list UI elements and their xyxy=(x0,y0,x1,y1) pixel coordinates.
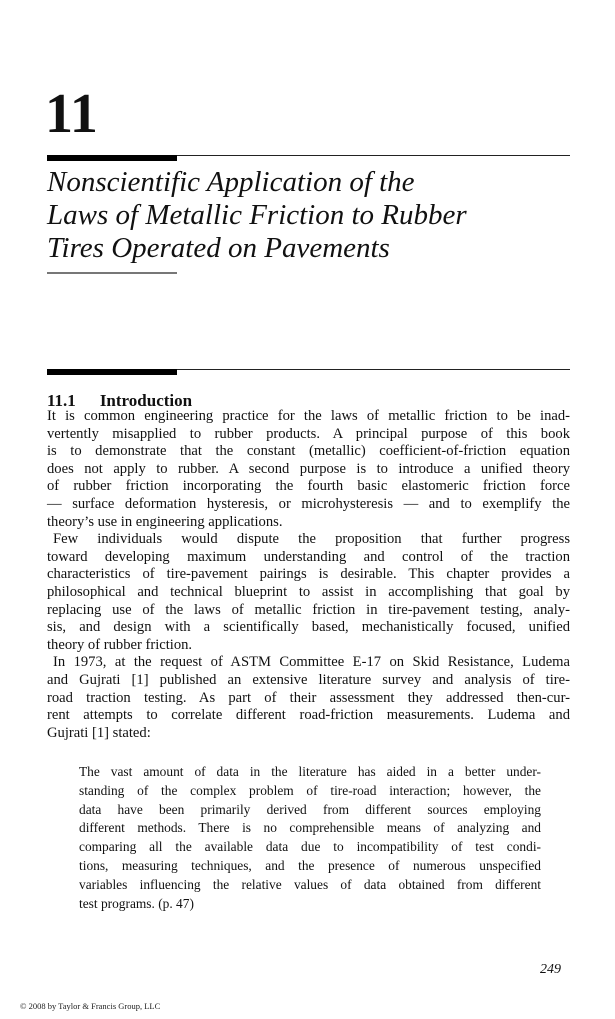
block-quote xyxy=(79,763,541,913)
body-line: It is common engineering practice for the laws of metallic friction to be inad- xyxy=(47,408,570,424)
body-line: road traction testing. As part of their assessment they addressed then-cur- xyxy=(47,689,570,706)
page-number: 249 xyxy=(540,962,561,977)
body-line: is to demonstrate that the constant (metallic) coefficient-of-friction equation xyxy=(47,443,570,460)
quote-line: data have been primarily derived from different sources employing xyxy=(79,801,541,817)
body-line: of rubber friction incorporating the fourth basic elastomeric friction force xyxy=(47,478,570,495)
body-line: philosophical and technical blueprint to assist in accomplishing that goal by xyxy=(47,583,570,600)
chapter-title-line: Nonscientific Application of the xyxy=(47,166,415,198)
body-line: vertently misapplied to rubber products. A principal purpose of this book xyxy=(47,425,570,442)
body-line: Gujrati [1] stated: xyxy=(47,724,151,741)
quote-line: different methods. There is no comprehensible means of analyzing and xyxy=(79,820,541,836)
quote-line: The vast amount of data in the literature has aided in a better under- xyxy=(79,764,541,779)
quote-line: tions, measuring techniques, and the presence of numerous unspecified xyxy=(79,857,541,873)
quote-line: standing of the complex problem of tire-road interaction; however, the xyxy=(79,782,541,798)
chapter-rule-thick xyxy=(47,155,177,161)
quote-line: variables influencing the relative values of data obtained from different xyxy=(79,876,541,892)
copyright-footer: © 2008 by Taylor & Francis Group, LLC xyxy=(20,1001,161,1011)
chapter-title xyxy=(47,166,467,265)
body-line: Few individuals would dispute the proposition that further progress xyxy=(53,531,570,548)
body-line: In 1973, at the request of ASTM Committee E-17 on Skid Resistance, Ludema xyxy=(53,654,570,671)
body-line: rent attempts to correlate different road-friction measurements. Ludema and xyxy=(47,707,570,724)
body-line: and Gujrati [1] published an extensive literature survey and analysis of tire- xyxy=(47,671,570,688)
body-text xyxy=(47,408,570,742)
chapter-title-line: Laws of Metallic Friction to Rubber xyxy=(47,199,467,231)
section-rule-thick xyxy=(47,369,177,375)
body-line: characteristics of tire-pavement pairings is desirable. This chapter provides a xyxy=(47,566,570,583)
section-number: 11.1 xyxy=(47,391,76,410)
quote-line: test programs. (p. 47) xyxy=(79,895,194,911)
body-line: theory of rubber friction. xyxy=(47,636,193,653)
body-line: replacing use of the laws of metallic friction in tire-pavement testing, analy- xyxy=(47,601,570,618)
title-underline xyxy=(47,272,177,274)
section-title: Introduction xyxy=(99,391,193,410)
body-line: theory’s use in engineering applications. xyxy=(47,513,283,530)
chapter-title-line: Tires Operated on Pavements xyxy=(47,232,390,264)
chapter-number: 11 xyxy=(45,83,98,145)
body-line: — surface deformation hysteresis, or microhysteresis — and to exemplify the xyxy=(47,495,570,512)
quote-line: comparing all the available data due to incompatibility of test condi- xyxy=(79,839,541,855)
body-line: does not apply to rubber. A second purpose is to introduce a unified theory xyxy=(47,460,570,477)
body-line: sis, and design with a scientifically based, mechanistically focused, unified xyxy=(47,619,570,636)
body-line: toward developing maximum understanding and control of the traction xyxy=(47,548,570,565)
